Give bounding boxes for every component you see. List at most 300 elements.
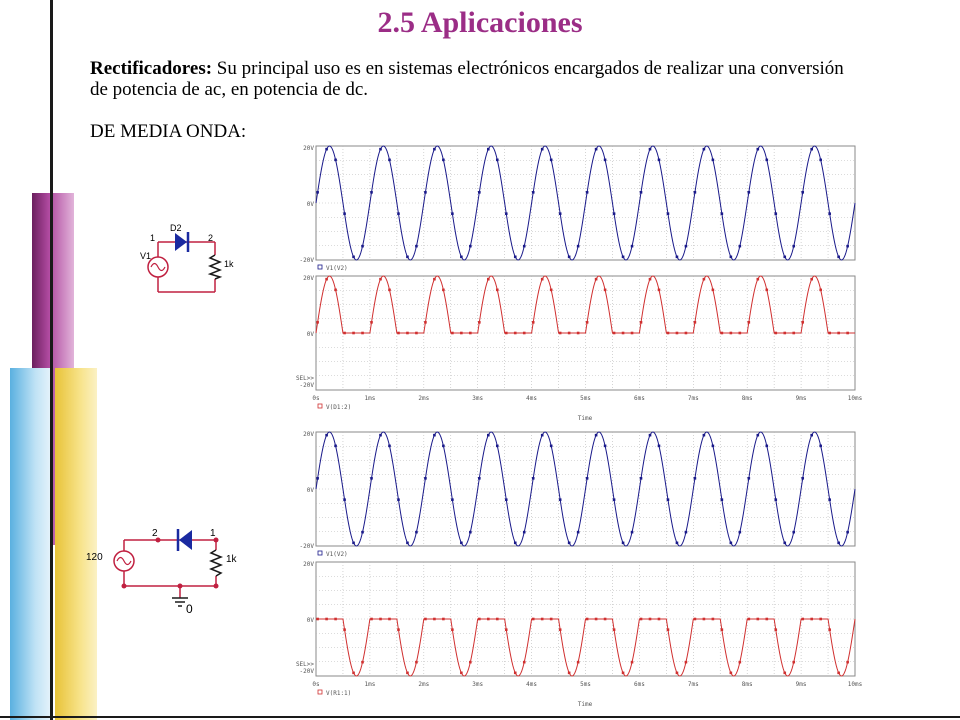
data-point xyxy=(577,245,580,248)
data-point xyxy=(505,332,508,335)
data-point xyxy=(604,159,607,162)
y-tick-label-mid: 0V xyxy=(306,331,314,338)
data-point xyxy=(442,618,445,621)
left-accent-rail xyxy=(0,0,60,720)
legend-marker xyxy=(318,690,322,694)
data-point xyxy=(703,434,706,437)
blue-bar xyxy=(10,368,52,720)
y-tick-label-bottom: -20V xyxy=(299,382,314,389)
data-point xyxy=(523,332,526,335)
data-point xyxy=(442,445,445,448)
data-point xyxy=(361,531,364,534)
data-point xyxy=(828,498,831,501)
data-point xyxy=(604,618,607,621)
data-point xyxy=(478,618,481,621)
data-point xyxy=(514,672,517,675)
data-point xyxy=(541,148,544,151)
data-point xyxy=(460,256,463,259)
data-point xyxy=(469,332,472,335)
data-point xyxy=(819,159,822,162)
data-point xyxy=(523,661,526,664)
data-point xyxy=(568,332,571,335)
data-point xyxy=(810,434,813,437)
data-point xyxy=(568,256,571,259)
data-point xyxy=(837,542,840,545)
data-point xyxy=(343,628,346,631)
data-point xyxy=(559,332,562,335)
data-point xyxy=(810,618,813,621)
y-tick-label-mid: 0V xyxy=(306,487,314,494)
data-point xyxy=(424,618,427,621)
data-point xyxy=(801,618,804,621)
data-point xyxy=(370,477,373,480)
data-point xyxy=(343,498,346,501)
data-point xyxy=(837,256,840,259)
data-point xyxy=(846,332,849,335)
data-point xyxy=(514,332,517,335)
data-point xyxy=(442,289,445,292)
data-point xyxy=(469,531,472,534)
legend-marker xyxy=(318,404,322,408)
data-point xyxy=(694,477,697,480)
data-point xyxy=(433,434,436,437)
data-point xyxy=(469,245,472,248)
data-point xyxy=(514,256,517,259)
legend-marker xyxy=(318,551,322,555)
data-point xyxy=(721,498,724,501)
data-point xyxy=(685,245,688,248)
data-point xyxy=(505,498,508,501)
source-label: 120 xyxy=(86,552,103,563)
x-tick-label: 2ms xyxy=(418,395,430,402)
data-point xyxy=(316,321,319,324)
data-point xyxy=(730,256,733,259)
data-point xyxy=(406,332,409,335)
data-point xyxy=(810,278,813,281)
data-point xyxy=(819,445,822,448)
data-point xyxy=(765,159,768,162)
y-tick-label-mid: 0V xyxy=(306,201,314,208)
data-point xyxy=(496,289,499,292)
data-point xyxy=(828,332,831,335)
intro-bold-term: Rectificadores: xyxy=(90,58,213,79)
data-point xyxy=(792,661,795,664)
legend-label: V(D1:2) xyxy=(326,404,352,411)
data-point xyxy=(361,332,364,335)
data-point xyxy=(451,498,454,501)
data-point xyxy=(676,332,679,335)
bottom-rule xyxy=(0,716,960,718)
data-point xyxy=(487,278,490,281)
data-point xyxy=(415,245,418,248)
plot-input-voltage-1 xyxy=(288,140,863,276)
data-point xyxy=(765,618,768,621)
data-point xyxy=(370,191,373,194)
data-point xyxy=(334,618,337,621)
y-tick-label-top: 20V xyxy=(303,275,314,282)
data-point xyxy=(819,618,822,621)
data-point xyxy=(532,321,535,324)
data-point xyxy=(505,628,508,631)
data-point xyxy=(694,321,697,324)
section-heading: DE MEDIA ONDA: xyxy=(90,121,247,142)
y-tick-label-bottom: -20V xyxy=(299,257,314,264)
x-tick-label: 0s xyxy=(312,395,320,402)
data-point xyxy=(334,445,337,448)
x-axis-label: Time xyxy=(577,701,593,708)
x-tick-label: 3ms xyxy=(472,395,484,402)
load-label: 1k xyxy=(224,259,234,269)
data-point xyxy=(694,191,697,194)
y-tick-label-top: 20V xyxy=(303,561,314,568)
data-point xyxy=(631,661,634,664)
data-point xyxy=(792,245,795,248)
data-point xyxy=(774,332,777,335)
data-point xyxy=(658,445,661,448)
data-point xyxy=(487,618,490,621)
data-point xyxy=(433,148,436,151)
x-tick-label: 5ms xyxy=(580,395,591,402)
data-point xyxy=(667,628,670,631)
x-tick-label: 2ms xyxy=(418,681,430,688)
data-point xyxy=(577,531,580,534)
data-point xyxy=(613,628,616,631)
data-point xyxy=(819,289,822,292)
data-point xyxy=(640,191,643,194)
x-tick-label: 3ms xyxy=(472,681,484,688)
data-point xyxy=(828,628,831,631)
data-point xyxy=(532,618,535,621)
data-point xyxy=(343,212,346,215)
data-point xyxy=(388,445,391,448)
data-point xyxy=(748,477,751,480)
plot-rectified-voltage-2 xyxy=(288,556,863,711)
data-point xyxy=(783,542,786,545)
data-point xyxy=(774,628,777,631)
y-tick-label-mid: 0V xyxy=(306,617,314,624)
data-point xyxy=(613,332,616,335)
data-point xyxy=(406,542,409,545)
data-point xyxy=(568,542,571,545)
x-tick-label: 0s xyxy=(312,681,320,688)
data-point xyxy=(730,332,733,335)
data-point xyxy=(765,289,768,292)
data-point xyxy=(460,672,463,675)
data-point xyxy=(828,212,831,215)
vertical-rule xyxy=(50,0,53,720)
data-point xyxy=(757,434,760,437)
selection-marker-label: SEL>> xyxy=(295,661,314,668)
data-point xyxy=(783,672,786,675)
data-point xyxy=(613,498,616,501)
ac-source-symbol xyxy=(114,551,134,571)
data-point xyxy=(316,618,319,621)
x-tick-label: 10ms xyxy=(847,681,863,688)
data-point xyxy=(757,278,760,281)
data-point xyxy=(721,212,724,215)
y-tick-label-bottom: -20V xyxy=(299,668,314,675)
data-point xyxy=(424,321,427,324)
data-point xyxy=(622,256,625,259)
data-point xyxy=(694,618,697,621)
data-point xyxy=(595,148,598,151)
data-point xyxy=(496,159,499,162)
data-point xyxy=(685,332,688,335)
x-tick-label: 8ms xyxy=(741,681,753,688)
data-point xyxy=(559,498,562,501)
diode-symbol xyxy=(178,529,192,551)
data-point xyxy=(586,477,589,480)
data-point xyxy=(325,618,328,621)
data-point xyxy=(837,332,840,335)
data-point xyxy=(631,332,634,335)
data-point xyxy=(541,618,544,621)
x-tick-label: 7ms xyxy=(687,395,699,402)
data-point xyxy=(406,256,409,259)
data-point xyxy=(801,477,804,480)
data-point xyxy=(658,289,661,292)
data-point xyxy=(685,531,688,534)
data-point xyxy=(712,159,715,162)
data-point xyxy=(424,191,427,194)
legend-label: V1(V2) xyxy=(326,265,348,272)
data-point xyxy=(739,332,742,335)
diode-symbol xyxy=(175,232,188,252)
data-point xyxy=(379,618,382,621)
x-tick-label: 4ms xyxy=(526,395,538,402)
data-point xyxy=(774,498,777,501)
y-tick-label-top: 20V xyxy=(303,431,314,438)
data-point xyxy=(325,278,328,281)
data-point xyxy=(801,321,804,324)
load-label: 1k xyxy=(226,554,237,565)
data-point xyxy=(424,477,427,480)
data-point xyxy=(316,191,319,194)
data-point xyxy=(622,672,625,675)
data-point xyxy=(712,618,715,621)
data-point xyxy=(541,434,544,437)
x-tick-label: 9ms xyxy=(795,395,807,402)
data-point xyxy=(415,332,418,335)
data-point xyxy=(352,256,355,259)
y-tick-label-top: 20V xyxy=(303,145,314,152)
x-tick-label: 8ms xyxy=(741,395,753,402)
data-point xyxy=(478,321,481,324)
data-point xyxy=(712,445,715,448)
data-point xyxy=(631,245,634,248)
resistor-symbol xyxy=(211,550,221,576)
data-point xyxy=(640,477,643,480)
data-point xyxy=(783,332,786,335)
data-point xyxy=(532,477,535,480)
source-label: V1 xyxy=(140,251,152,261)
x-tick-label: 1ms xyxy=(364,681,376,688)
data-point xyxy=(469,661,472,664)
data-point xyxy=(406,672,409,675)
diode-label: D2 xyxy=(170,223,182,233)
data-point xyxy=(586,191,589,194)
data-point xyxy=(523,531,526,534)
data-point xyxy=(325,434,328,437)
node-right-label: 2 xyxy=(208,233,214,243)
data-point xyxy=(478,191,481,194)
data-point xyxy=(343,332,346,335)
data-point xyxy=(361,245,364,248)
data-point xyxy=(783,256,786,259)
data-point xyxy=(640,618,643,621)
data-point xyxy=(712,289,715,292)
data-point xyxy=(433,618,436,621)
data-point xyxy=(631,531,634,534)
data-point xyxy=(460,542,463,545)
data-point xyxy=(415,531,418,534)
data-point xyxy=(352,672,355,675)
data-point xyxy=(748,618,751,621)
x-tick-label: 6ms xyxy=(633,681,645,688)
data-point xyxy=(433,278,436,281)
data-point xyxy=(748,191,751,194)
data-point xyxy=(676,672,679,675)
data-point xyxy=(586,618,589,621)
data-point xyxy=(757,618,760,621)
data-point xyxy=(649,148,652,151)
data-point xyxy=(730,672,733,675)
node-right-label: 1 xyxy=(210,528,216,539)
data-point xyxy=(676,256,679,259)
node-left-label: 1 xyxy=(150,233,156,243)
data-point xyxy=(532,191,535,194)
data-point xyxy=(649,278,652,281)
data-point xyxy=(361,661,364,664)
ground-label: 0 xyxy=(186,602,193,616)
intro-paragraph xyxy=(90,58,850,100)
x-tick-label: 5ms xyxy=(580,681,591,688)
circuit-diagram-2 xyxy=(80,520,260,620)
data-point xyxy=(846,245,849,248)
data-point xyxy=(577,332,580,335)
data-point xyxy=(765,445,768,448)
data-point xyxy=(748,321,751,324)
data-point xyxy=(739,661,742,664)
data-point xyxy=(379,148,382,151)
data-point xyxy=(685,661,688,664)
data-point xyxy=(649,434,652,437)
legend-label: V(R1:1) xyxy=(326,690,352,697)
data-point xyxy=(478,477,481,480)
data-point xyxy=(397,628,400,631)
node-left-label: 2 xyxy=(152,528,158,539)
circuit-diagram-1 xyxy=(130,215,260,305)
data-point xyxy=(801,191,804,194)
data-point xyxy=(739,531,742,534)
data-point xyxy=(352,332,355,335)
data-point xyxy=(370,618,373,621)
plot-input-voltage-2 xyxy=(288,426,863,562)
data-point xyxy=(379,434,382,437)
x-tick-label: 10ms xyxy=(847,395,863,402)
data-point xyxy=(658,618,661,621)
data-point xyxy=(496,445,499,448)
data-point xyxy=(451,212,454,215)
data-point xyxy=(325,148,328,151)
data-point xyxy=(388,289,391,292)
data-point xyxy=(837,672,840,675)
data-point xyxy=(541,278,544,281)
data-point xyxy=(792,531,795,534)
data-point xyxy=(604,289,607,292)
legend-label: V1(V2) xyxy=(326,551,348,558)
data-point xyxy=(505,212,508,215)
data-point xyxy=(352,542,355,545)
data-point xyxy=(757,148,760,151)
data-point xyxy=(550,618,553,621)
data-point xyxy=(442,159,445,162)
data-point xyxy=(774,212,777,215)
selection-marker-label: SEL>> xyxy=(295,375,314,382)
data-point xyxy=(703,618,706,621)
plot-rectified-voltage-1 xyxy=(288,270,863,425)
data-point xyxy=(721,628,724,631)
data-point xyxy=(640,321,643,324)
data-point xyxy=(451,332,454,335)
data-point xyxy=(388,618,391,621)
data-point xyxy=(316,477,319,480)
data-point xyxy=(487,434,490,437)
data-point xyxy=(649,618,652,621)
data-point xyxy=(622,332,625,335)
data-point xyxy=(559,212,562,215)
data-point xyxy=(388,159,391,162)
data-point xyxy=(667,498,670,501)
data-point xyxy=(550,159,553,162)
data-point xyxy=(370,321,373,324)
data-point xyxy=(622,542,625,545)
data-point xyxy=(721,332,724,335)
data-point xyxy=(514,542,517,545)
data-point xyxy=(568,672,571,675)
data-point xyxy=(334,159,337,162)
x-tick-label: 7ms xyxy=(687,681,699,688)
data-point xyxy=(559,628,562,631)
data-point xyxy=(460,332,463,335)
data-point xyxy=(595,278,598,281)
data-point xyxy=(595,434,598,437)
data-point xyxy=(550,445,553,448)
data-point xyxy=(613,212,616,215)
data-point xyxy=(415,661,418,664)
data-point xyxy=(496,618,499,621)
x-tick-label: 9ms xyxy=(795,681,807,688)
data-point xyxy=(577,661,580,664)
data-point xyxy=(334,289,337,292)
data-point xyxy=(703,278,706,281)
data-point xyxy=(792,332,795,335)
data-point xyxy=(810,148,813,151)
data-point xyxy=(586,321,589,324)
data-point xyxy=(379,278,382,281)
data-point xyxy=(550,289,553,292)
data-point xyxy=(595,618,598,621)
data-point xyxy=(397,332,400,335)
x-axis-label: Time xyxy=(577,415,593,422)
data-point xyxy=(667,212,670,215)
y-tick-label-bottom: -20V xyxy=(299,543,314,550)
data-point xyxy=(523,245,526,248)
data-point xyxy=(846,661,849,664)
x-tick-label: 1ms xyxy=(364,395,376,402)
data-point xyxy=(676,542,679,545)
intro-text: Su principal uso es en sistemas electrónicos encargados de realizar una conversión de potencia de ac, en potencia de dc. xyxy=(90,58,844,100)
